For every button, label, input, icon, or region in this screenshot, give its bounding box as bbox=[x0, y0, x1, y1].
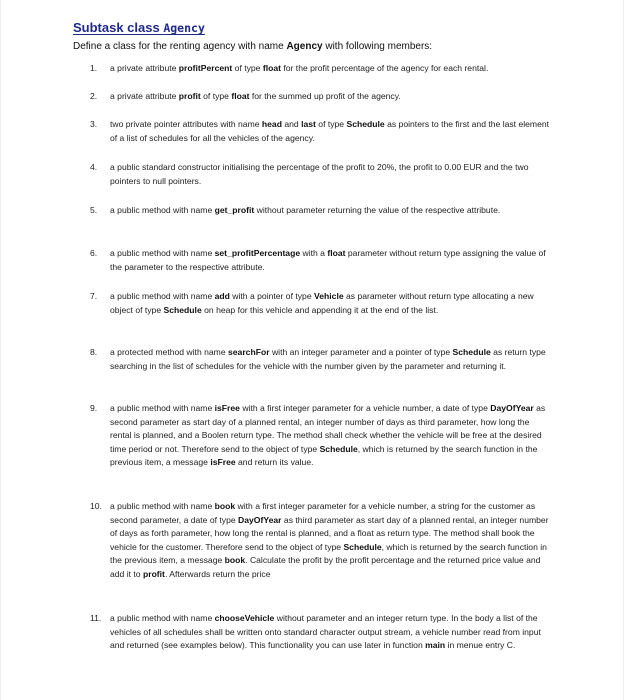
bold-term: float bbox=[262, 63, 281, 73]
bold-term: main bbox=[425, 640, 446, 651]
bold-term: isFree bbox=[210, 457, 236, 468]
text-run: without parameter and an integer return type. In the body a list of the vehicles of all schedules shall be written onto standard character output stream, a vehicle number read from input and returned (see examples below). This functionality you can use later in function bbox=[110, 613, 541, 651]
text-run: a public standard constructor initialising the percentage of the profit to 20%, the profit to 0.00 EUR and the two pointers to null pointers. bbox=[110, 162, 529, 186]
text-run: and bbox=[281, 119, 302, 129]
list-item-number: 6. bbox=[90, 248, 98, 258]
text-run: with a bbox=[300, 248, 328, 258]
list-item-number: 1. bbox=[90, 63, 98, 73]
bold-term: isFree bbox=[214, 403, 240, 413]
text-run: a public method with name bbox=[110, 613, 215, 623]
text-run: a private attribute bbox=[110, 63, 179, 73]
text-run: a public method with name bbox=[110, 248, 215, 258]
text-run: . Afterwards return the price bbox=[164, 568, 271, 579]
list-item-text bbox=[110, 118, 550, 145]
bold-term: DayOfYear bbox=[490, 403, 534, 413]
text-run: as pointers to the first and the last element of a list of schedules for all the vehicles of the agency. bbox=[110, 119, 550, 143]
title-prefix: Subtask class bbox=[73, 20, 164, 35]
text-run: in menue entry C. bbox=[445, 640, 516, 651]
text-run: as return type searching in the list of schedules for the vehicle with the number given by the parameter and returning it. bbox=[110, 347, 546, 371]
list-item-number: 4. bbox=[90, 162, 98, 172]
list-item-text bbox=[110, 402, 550, 470]
list-item-text bbox=[110, 290, 550, 317]
list-item bbox=[90, 500, 550, 582]
list-item bbox=[90, 118, 550, 145]
text-run: for the profit percentage of the agency for each rental. bbox=[281, 63, 489, 73]
list-item bbox=[90, 346, 550, 373]
list-item-text bbox=[110, 62, 550, 76]
bold-term: get_profit bbox=[214, 205, 255, 215]
list-item bbox=[90, 290, 550, 317]
list-item bbox=[90, 62, 550, 76]
text-run: . Calculate the profit by the profit percentage and the returned price value and add it to bbox=[110, 555, 541, 579]
bold-term: Schedule bbox=[343, 541, 382, 552]
text-run: of type bbox=[232, 63, 263, 73]
bold-term: Vehicle bbox=[313, 291, 344, 301]
text-run: a public method with name bbox=[110, 291, 215, 301]
bold-term: Schedule bbox=[346, 119, 385, 129]
text-run: a public method with name bbox=[110, 501, 215, 511]
bold-term: DayOfYear bbox=[238, 514, 282, 525]
bold-term: Schedule bbox=[163, 304, 202, 315]
title-class-name: Agency bbox=[163, 21, 205, 35]
text-run: without parameter returning the value of the respective attribute. bbox=[254, 205, 501, 215]
bold-term: profit bbox=[142, 568, 165, 579]
bold-term: searchFor bbox=[228, 347, 270, 357]
text-run: , which is returned by the search function in the previous item, a message bbox=[110, 541, 547, 566]
list-item-text bbox=[110, 346, 550, 373]
text-run: with a first integer parameter for a vehicle number, a date of type bbox=[239, 403, 491, 413]
bold-term: profitPercent bbox=[178, 63, 233, 73]
list-item bbox=[90, 90, 550, 104]
bold-term: profit bbox=[178, 91, 201, 101]
text-run: a private attribute bbox=[110, 91, 179, 101]
list-item-number: 9. bbox=[90, 403, 98, 413]
list-item-number: 11. bbox=[90, 613, 102, 623]
text-run: two private pointer attributes with name bbox=[110, 119, 262, 129]
bold-term: set_profitPercentage bbox=[214, 248, 301, 258]
list-item-number: 7. bbox=[90, 291, 98, 301]
list-item-text bbox=[110, 612, 550, 653]
bold-term: add bbox=[214, 291, 230, 301]
bold-term: Agency bbox=[286, 41, 323, 52]
text-run: Define a class for the renting agency with name bbox=[73, 41, 287, 52]
text-run: parameter without return type assigning the value of the parameter to the respective attribute. bbox=[110, 248, 546, 272]
list-item bbox=[90, 204, 550, 218]
list-item bbox=[90, 612, 550, 653]
bold-term: book bbox=[224, 555, 246, 566]
bold-term: float bbox=[231, 91, 250, 101]
text-run: and return its value. bbox=[235, 457, 314, 468]
list-item bbox=[90, 247, 550, 274]
bold-term: book bbox=[214, 501, 236, 511]
list-item-number: 3. bbox=[90, 119, 98, 129]
bold-term: chooseVehicle bbox=[214, 613, 275, 623]
text-run: with an integer parameter and a pointer of type bbox=[269, 347, 453, 357]
text-run: of type bbox=[200, 91, 232, 101]
list-item-text bbox=[110, 204, 550, 218]
bold-term: head bbox=[261, 119, 282, 129]
text-run: a public method with name bbox=[110, 403, 215, 413]
list-item-number: 8. bbox=[90, 347, 98, 357]
bold-term: Schedule bbox=[452, 347, 491, 357]
bold-term: float bbox=[327, 248, 346, 258]
text-run: with following members: bbox=[322, 41, 433, 52]
list-item-number: 5. bbox=[90, 205, 98, 215]
list-item-number: 2. bbox=[90, 91, 98, 101]
text-run: on heap for this vehicle and appending it at the end of the list. bbox=[201, 304, 439, 315]
list-item-text bbox=[110, 500, 550, 582]
text-run: a protected method with name bbox=[110, 347, 228, 357]
text-run: for the summed up profit of the agency. bbox=[249, 91, 401, 101]
list-item-number: 10. bbox=[90, 501, 102, 511]
bold-term: last bbox=[301, 119, 316, 129]
text-run: a public method with name bbox=[110, 205, 215, 215]
intro-paragraph bbox=[73, 40, 593, 53]
text-run: as second parameter as start day of a planned rental, an integer number of days as third parameter, how long the rental is planned, and a Boolen return type. The method shall check whether the vehicle will be free at the desired time period or not. Therefore send to the object of type bbox=[110, 403, 546, 454]
list-item-text bbox=[110, 247, 550, 274]
text-run: as parameter without return type allocating a new object of type bbox=[110, 291, 534, 315]
list-item-text bbox=[110, 161, 550, 188]
text-run: of type bbox=[315, 119, 347, 129]
list-item bbox=[90, 161, 550, 188]
list-item bbox=[90, 402, 550, 470]
text-run: with a pointer of type bbox=[229, 291, 314, 301]
text-run: with a first integer parameter for a vehicle number, a string for the customer as second parameter, a date of type bbox=[110, 501, 536, 525]
page-title bbox=[73, 20, 205, 35]
text-run: as third parameter as start day of a planned rental, an integer number of days as forth parameter, how long the rental is planned, and a float as return type. The method shall book the vehicle for the customer. Therefore send to the object of type bbox=[110, 514, 549, 552]
text-run: , which is returned by the search function in the previous item, a message bbox=[110, 443, 538, 468]
list-item-text bbox=[110, 90, 550, 104]
bold-term: Schedule bbox=[319, 443, 358, 454]
